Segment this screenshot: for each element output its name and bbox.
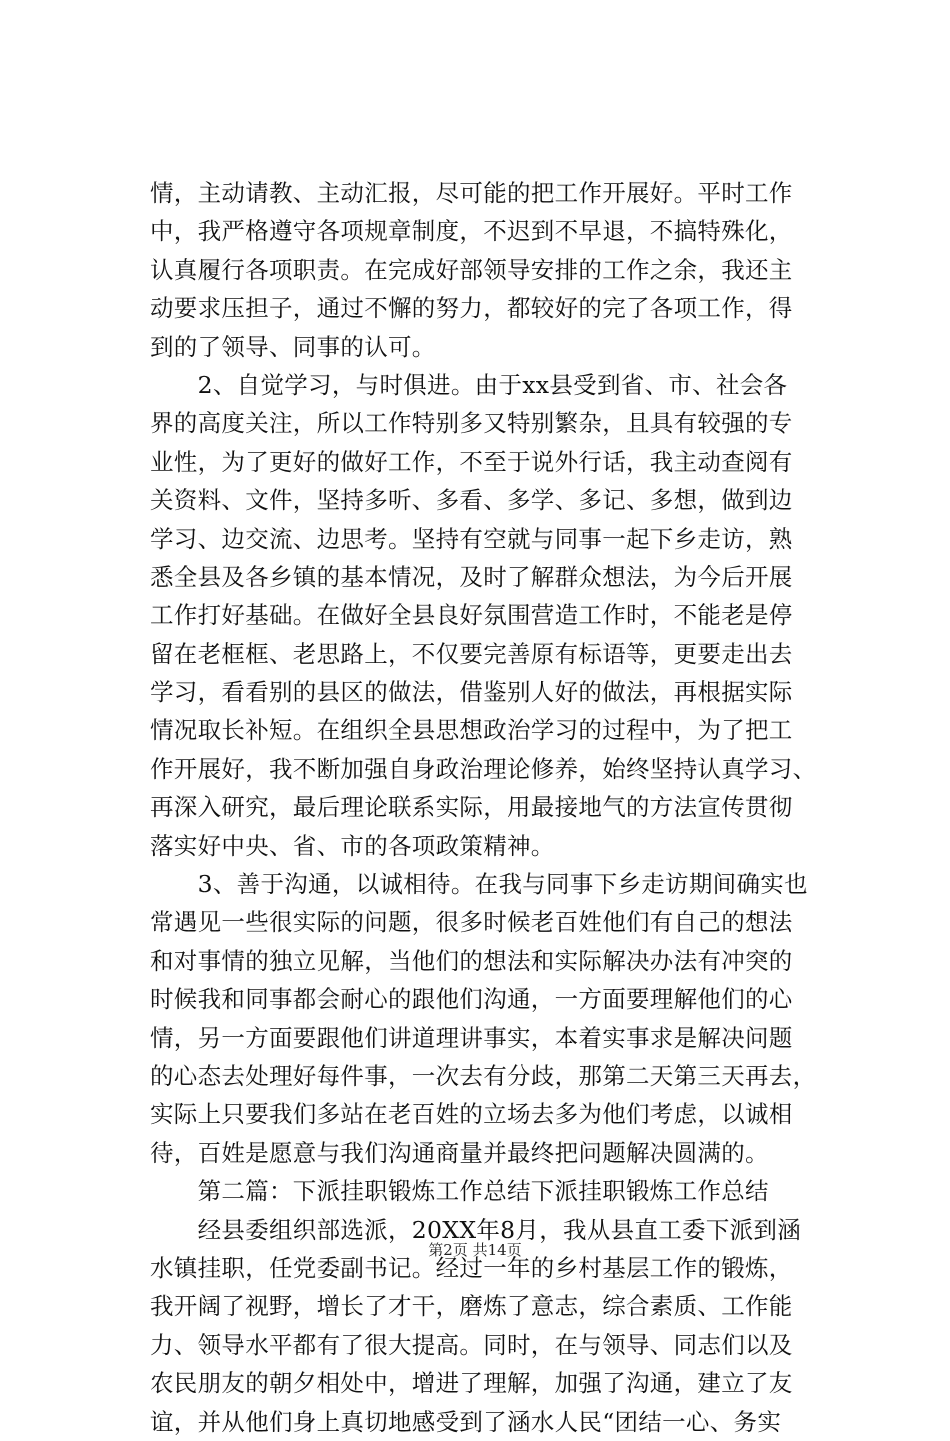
text-line: 悉全县及各乡镇的基本情况，及时了解群众想法，为今后开展	[150, 562, 793, 591]
text-line: 情，另一方面要跟他们讲道理讲事实，本着实事求是解决问题	[150, 1023, 793, 1052]
text-line: 的心态去处理好每件事，一次去有分歧，那第二天第三天再去，	[150, 1061, 817, 1090]
text-line: 界的高度关注，所以工作特别多又特别繁杂，且具有较强的专	[150, 409, 793, 438]
text-line: 认真履行各项职责。在完成好部领导安排的工作之余，我还主	[150, 255, 793, 284]
text-line: 2、自觉学习，与时俱进。由于xx县受到省、市、社会各	[150, 370, 788, 399]
text-line: 中，我严格遵守各项规章制度，不迟到不早退，不搞特殊化，	[150, 217, 793, 246]
text-line: 农民朋友的朝夕相处中，增进了理解，加强了沟通，建立了友	[150, 1369, 793, 1398]
text-line: 关资料、文件，坚持多听、多看、多学、多记、多想，做到边	[150, 486, 793, 515]
text-line: 业性，为了更好的做好工作，不至于说外行话，我主动查阅有	[150, 447, 793, 476]
text-line: 落实好中央、省、市的各项政策精神。	[150, 831, 555, 860]
text-line: 学习，看看别的县区的做法，借鉴别人好的做法，再根据实际	[150, 678, 793, 707]
text-line: 情，主动请教、主动汇报，尽可能的把工作开展好。平时工作	[150, 179, 793, 207]
text-line: 实际上只要我们多站在老百姓的立场去多为他们考虑，以诚相	[150, 1100, 793, 1129]
text-line: 工作打好基础。在做好全县良好氛围营造工作时，不能老是停	[150, 601, 793, 630]
text-line: 我开阔了视野，增长了才干，磨炼了意志，综合素质、工作能	[150, 1292, 793, 1321]
text-line: 水镇挂职，任党委副书记。经过一年的乡村基层工作的锻炼，	[150, 1253, 793, 1282]
text-line: 再深入研究，最后理论联系实际，用最接地气的方法宣传贯彻	[150, 793, 793, 822]
text-line: 到的了领导、同事的认可。	[150, 332, 436, 361]
text-line: 常遇见一些很实际的问题，很多时候老百姓他们有自己的想法	[150, 908, 793, 937]
page-number-footer: 第2页 共14页	[428, 1241, 522, 1259]
text-line: 动要求压担子，通过不懈的努力，都较好的完了各项工作，得	[150, 294, 793, 323]
text-line: 力、领导水平都有了很大提高。同时，在与领导、同志们以及	[150, 1330, 793, 1359]
text-line: 谊，并从他们身上真切地感受到了涵水人民“团结一心、务实	[150, 1407, 782, 1436]
text-line: 和对事情的独立见解，当他们的想法和实际解决办法有冲突的	[150, 946, 793, 975]
text-line: 学习、边交流、边思考。坚持有空就与同事一起下乡走访，熟	[150, 524, 793, 553]
text-line: 3、善于沟通，以诚相待。在我与同事下乡走访期间确实也	[150, 870, 808, 899]
text-line: 经县委组织部选派，20XX年8月，我从县直工委下派到涵	[150, 1215, 802, 1244]
text-line: 待，百姓是愿意与我们沟通商量并最终把问题解决圆满的。	[150, 1138, 769, 1167]
section-heading: 第二篇：下派挂职锻炼工作总结下派挂职锻炼工作总结	[150, 1177, 769, 1206]
text-line: 作开展好，我不断加强自身政治理论修养，始终坚持认真学习、	[150, 754, 817, 783]
text-line: 情况取长补短。在组织全县思想政治学习的过程中，为了把工	[150, 716, 793, 745]
text-line: 时候我和同事都会耐心的跟他们沟通，一方面要理解他们的心	[150, 985, 793, 1014]
text-line: 留在老框框、老思路上，不仅要完善原有标语等，更要走出去	[150, 639, 793, 668]
